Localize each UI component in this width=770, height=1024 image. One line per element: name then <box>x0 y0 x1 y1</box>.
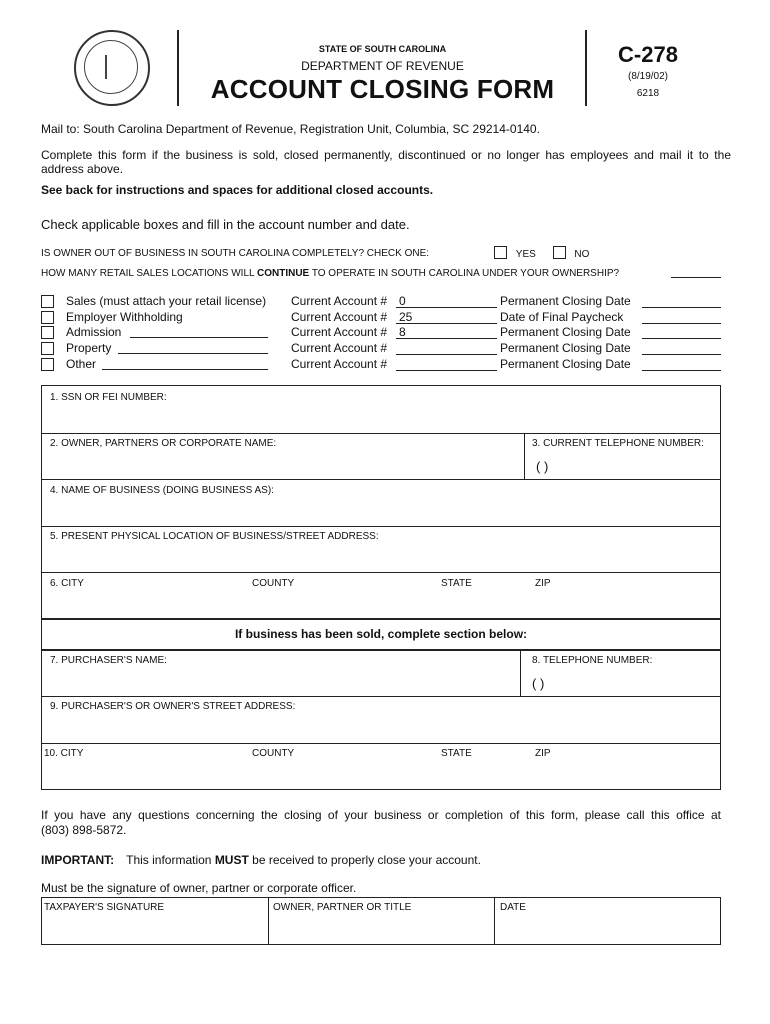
header-divider-right <box>585 30 587 106</box>
closing-date-input[interactable] <box>642 357 721 371</box>
current-account-input[interactable]: 0 <box>396 294 497 308</box>
signature-note: Must be the signature of owner, partner or corporate officer. <box>41 881 357 895</box>
department-name: DEPARTMENT OF REVENUE <box>301 59 464 73</box>
account-row <box>0 341 770 356</box>
current-account-input[interactable] <box>396 357 497 371</box>
account-row <box>0 310 770 325</box>
account-row <box>0 357 770 372</box>
owner-out-question: IS OWNER OUT OF BUSINESS IN SOUTH CAROLINA COMPLETELY? CHECK ONE: <box>41 248 430 259</box>
closing-date-label: Permanent Closing Date <box>500 325 631 339</box>
zip-field[interactable]: ZIP <box>535 578 551 589</box>
account-type-checkbox[interactable] <box>41 311 54 324</box>
questions-contact-line2: (803) 898-5872. <box>41 823 127 837</box>
business-info-box <box>41 385 721 619</box>
yes-label: YES <box>515 249 536 260</box>
ssn-field[interactable]: 1. SSN OR FEI NUMBER: <box>50 392 167 403</box>
county2-field[interactable]: COUNTY <box>252 748 295 759</box>
closing-date-label: Date of Final Paycheck <box>500 310 624 324</box>
closing-date-label: Permanent Closing Date <box>500 294 631 308</box>
no-label: NO <box>574 249 590 260</box>
account-type-checkbox[interactable] <box>41 295 54 308</box>
account-type-checkbox[interactable] <box>41 358 54 371</box>
important-note: IMPORTANT: This information MUST be received to properly close your account. <box>41 853 481 867</box>
account-type-label: Admission <box>66 325 122 339</box>
retail-locations-input[interactable] <box>671 265 721 278</box>
purchaser-phone-field[interactable]: 8. TELEPHONE NUMBER: <box>532 655 653 666</box>
yes-checkbox[interactable] <box>494 246 507 259</box>
purchaser-name-field[interactable]: 7. PURCHASER'S NAME: <box>50 655 167 666</box>
city-field[interactable]: 6. CITY <box>50 578 84 589</box>
current-account-label: Current Account # <box>291 310 388 324</box>
owner-out-options <box>494 246 589 260</box>
city2-field[interactable]: 10. CITY <box>44 748 84 759</box>
current-account-label: Current Account # <box>291 341 388 355</box>
current-account-label: Current Account # <box>291 357 388 371</box>
see-back-note: See back for instructions and spaces for additional closed accounts. <box>41 183 434 197</box>
state2-field[interactable]: STATE <box>441 748 472 759</box>
closing-date-label: Permanent Closing Date <box>500 341 631 355</box>
location-field[interactable]: 5. PRESENT PHYSICAL LOCATION OF BUSINESS/STREET ADDRESS: <box>50 531 379 542</box>
form-number: C-278 <box>618 42 678 67</box>
purchaser-phone-parens: ( ) <box>532 676 545 691</box>
account-type-label: Sales (must attach your retail license) <box>66 294 267 308</box>
owner-name-field[interactable]: 2. OWNER, PARTNERS OR CORPORATE NAME: <box>50 438 277 449</box>
owner-title-field[interactable]: OWNER, PARTNER OR TITLE <box>273 902 412 913</box>
form-revision-date: (8/19/02) <box>627 71 669 82</box>
purchaser-address-field[interactable]: 9. PURCHASER'S OR OWNER'S STREET ADDRESS: <box>50 701 296 712</box>
closing-date-input[interactable] <box>642 294 721 308</box>
account-type-checkbox[interactable] <box>41 342 54 355</box>
zip2-field[interactable]: ZIP <box>535 748 551 759</box>
state-name: STATE OF SOUTH CAROLINA <box>318 44 447 54</box>
closing-date-input[interactable] <box>642 325 721 339</box>
no-checkbox[interactable] <box>553 246 566 259</box>
sold-heading: If business has been sold, complete section below: <box>234 627 528 641</box>
current-account-input[interactable]: 8 <box>396 325 497 339</box>
current-account-label: Current Account # <box>291 325 388 339</box>
account-type-label: Property <box>66 341 112 355</box>
form-code: 6218 <box>636 88 660 99</box>
current-phone-parens: ( ) <box>536 459 549 474</box>
business-name-field[interactable]: 4. NAME OF BUSINESS (DOING BUSINESS AS): <box>50 485 274 496</box>
current-account-input[interactable] <box>396 341 497 355</box>
other-type-input[interactable] <box>130 337 268 338</box>
closing-date-input[interactable] <box>642 310 721 324</box>
county-field[interactable]: COUNTY <box>252 578 295 589</box>
purchaser-info-box <box>41 650 721 790</box>
account-row <box>0 325 770 340</box>
other-type-input[interactable] <box>102 369 268 370</box>
account-type-label: Other <box>66 357 97 371</box>
account-row <box>0 294 770 309</box>
state-field[interactable]: STATE <box>441 578 472 589</box>
current-phone-field[interactable]: 3. CURRENT TELEPHONE NUMBER: <box>532 438 704 449</box>
account-type-label: Employer Withholding <box>66 310 183 324</box>
closing-date-input[interactable] <box>642 341 721 355</box>
retail-locations-question: HOW MANY RETAIL SALES LOCATIONS WILL CONTINUE TO OPERATE IN SOUTH CAROLINA UNDER YOUR OWNERSHIP? <box>41 268 620 279</box>
state-seal-icon <box>74 30 150 106</box>
current-account-label: Current Account # <box>291 294 388 308</box>
check-boxes-instruction: Check applicable boxes and fill in the account number and date. <box>41 217 410 232</box>
account-type-checkbox[interactable] <box>41 326 54 339</box>
form-title: ACCOUNT CLOSING FORM <box>210 74 555 104</box>
taxpayer-signature-field[interactable]: TAXPAYER'S SIGNATURE <box>44 902 165 913</box>
instructions-line2: address above. <box>41 162 124 176</box>
other-type-input[interactable] <box>118 353 268 354</box>
closing-date-label: Permanent Closing Date <box>500 357 631 371</box>
instructions-line1: Complete this form if the business is sold, closed permanently, discontinued or no longer has employees and mail it to the <box>41 148 731 162</box>
current-account-input[interactable]: 25 <box>396 310 497 324</box>
mail-to-text: Mail to: South Carolina Department of Revenue, Registration Unit, Columbia, SC 29214-0140. <box>41 122 540 136</box>
header-divider-left <box>177 30 179 106</box>
questions-contact-line1: If you have any questions concerning the closing of your business or completion of this form, please call this office at <box>41 808 721 822</box>
signature-date-field[interactable]: DATE <box>500 902 526 913</box>
